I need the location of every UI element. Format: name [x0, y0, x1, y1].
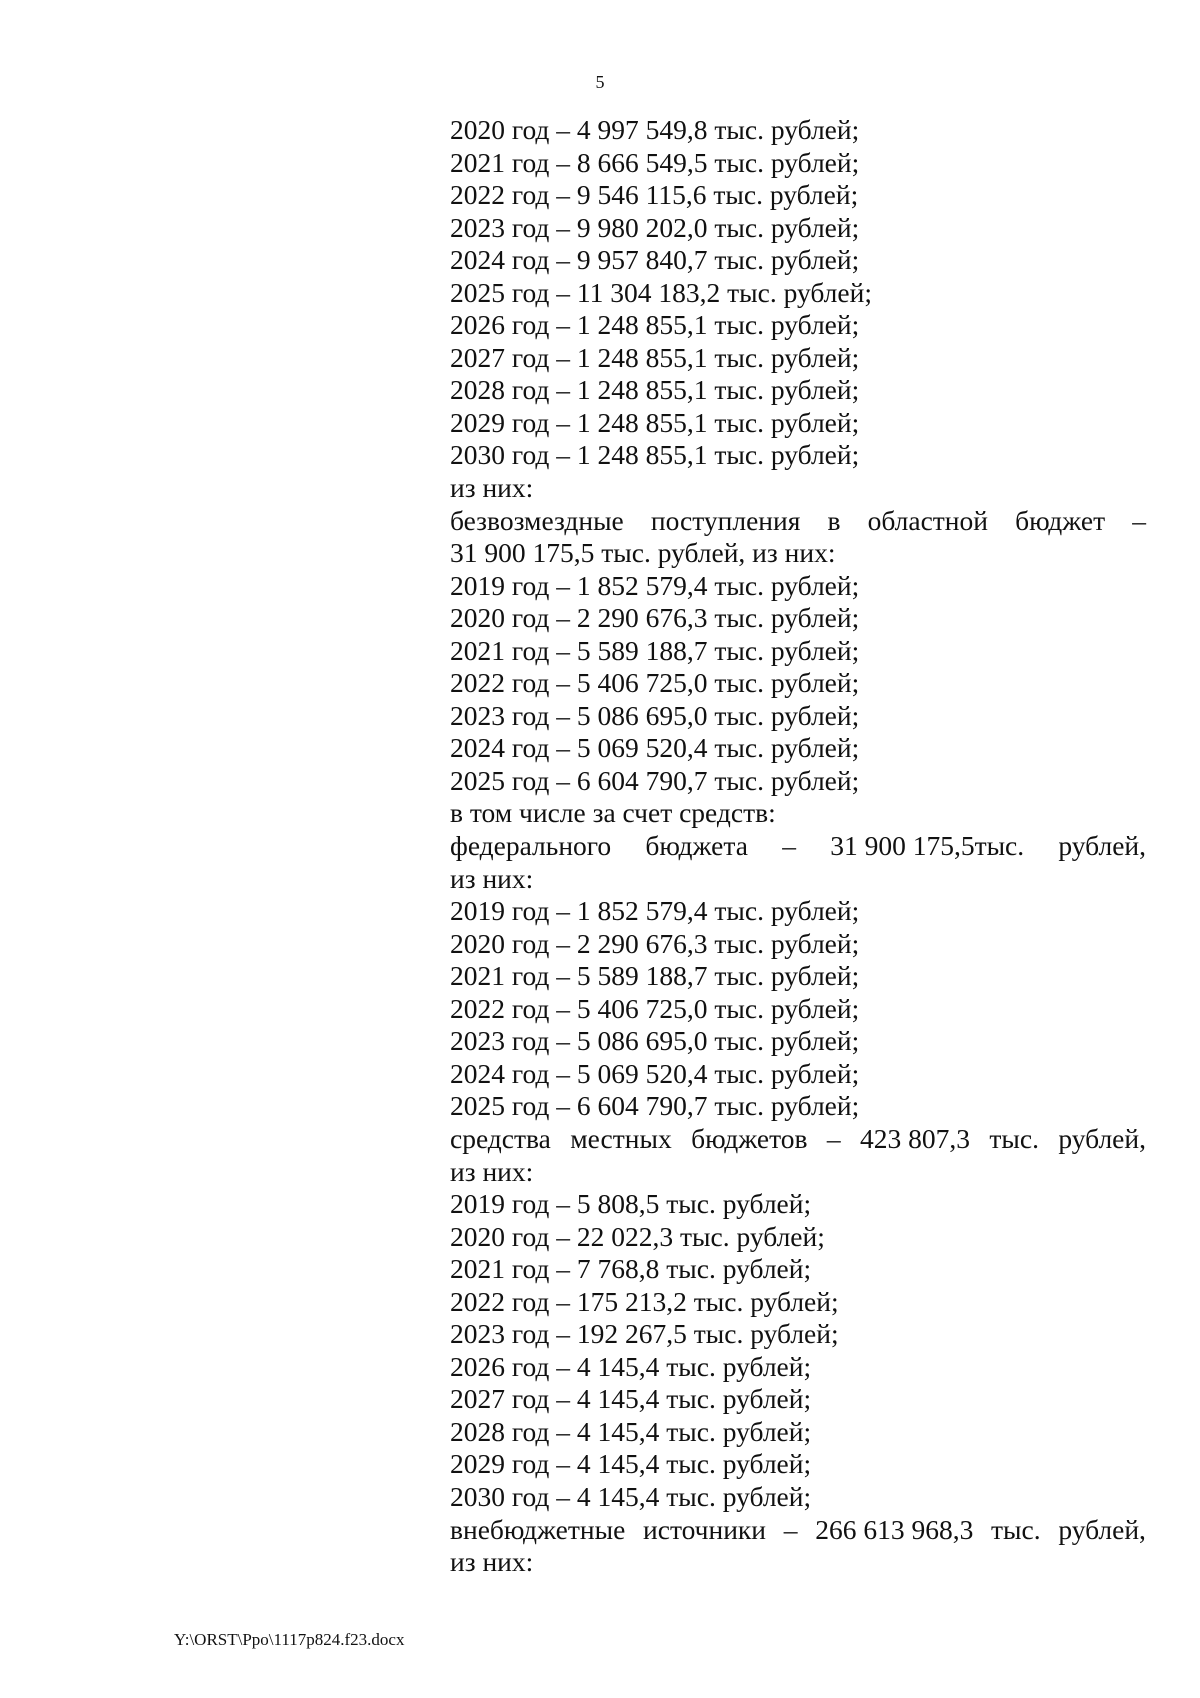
text-line: 2026 год – 1 248 855,1 тыс. рублей; — [450, 309, 860, 341]
text-line: 2025 год – 6 604 790,7 тыс. рублей; — [450, 764, 860, 796]
document-body — [450, 114, 1146, 1579]
text-line: 2019 год – 1 852 579,4 тыс. рублей; — [450, 569, 860, 601]
word: в — [827, 504, 841, 536]
word: – — [826, 1122, 841, 1154]
text-line: 2024 год – 5 069 520,4 тыс. рублей; — [450, 1057, 860, 1089]
word: безвозмездные — [450, 504, 624, 536]
text-line: 2024 год – 9 957 840,7 тыс. рублей; — [450, 244, 860, 276]
text-line: 2021 год – 8 666 549,5 тыс. рублей; — [450, 146, 860, 178]
text-line: 2021 год – 5 589 188,7 тыс. рублей; — [450, 634, 860, 666]
text-line: 2022 год – 175 213,2 тыс. рублей; — [450, 1285, 839, 1317]
word: тыс. — [989, 1122, 1039, 1154]
word: поступления — [650, 504, 801, 536]
text-line: 2020 год – 22 022,3 тыс. рублей; — [450, 1220, 825, 1252]
word: рублей, — [1058, 830, 1146, 862]
word: бюджет — [1015, 504, 1106, 536]
text-line: 2021 год – 7 768,8 тыс. рублей; — [450, 1253, 812, 1285]
text-line: 2023 год – 5 086 695,0 тыс. рублей; — [450, 1025, 860, 1057]
text-line: 2021 год – 5 589 188,7 тыс. рублей; — [450, 960, 860, 992]
text-line: 2020 год – 4 997 549,8 тыс. рублей; — [450, 114, 860, 145]
text-line: 2029 год – 4 145,4 тыс. рублей; — [450, 1448, 812, 1480]
word: бюджетов — [691, 1122, 808, 1154]
text-line: 2023 год – 5 086 695,0 тыс. рублей; — [450, 699, 860, 731]
text-line: 2023 год – 9 980 202,0 тыс. рублей; — [450, 211, 860, 243]
word: местных — [570, 1122, 672, 1154]
text-line: 31 900 175,5 тыс. рублей, из них: — [450, 537, 836, 569]
text-line: 2029 год – 1 248 855,1 тыс. рублей; — [450, 406, 860, 438]
word: внебюджетные — [450, 1513, 626, 1545]
text-line: 2020 год – 2 290 676,3 тыс. рублей; — [450, 602, 860, 634]
word: – — [783, 1513, 798, 1545]
text-line: 2026 год – 4 145,4 тыс. рублей; — [450, 1350, 812, 1382]
text-line: 2022 год – 9 546 115,6 тыс. рублей; — [450, 179, 859, 211]
text-line: 2019 год – 5 808,5 тыс. рублей; — [450, 1188, 812, 1220]
text-line: 2030 год – 4 145,4 тыс. рублей; — [450, 1480, 812, 1512]
text-line: 2025 год – 6 604 790,7 тыс. рублей; — [450, 1090, 860, 1122]
text-line: 2019 год – 1 852 579,4 тыс. рублей; — [450, 895, 860, 927]
text-line: в том числе за счет средств: — [450, 797, 776, 829]
footer-file-path: Y:\ORST\Ppo\1117p824.f23.docx — [174, 1630, 405, 1649]
text-line: 2022 год – 5 406 725,0 тыс. рублей; — [450, 667, 860, 699]
text-line: из них: — [450, 1546, 534, 1578]
text-line: из них: — [450, 862, 534, 894]
word: рублей, — [1058, 1122, 1146, 1154]
text-line: 2030 год – 1 248 855,1 тыс. рублей; — [450, 439, 860, 471]
word: 266 613 968,3 — [815, 1513, 974, 1545]
justified-text-line — [450, 1123, 1146, 1156]
word: бюджета — [645, 830, 748, 862]
text-line: из них: — [450, 472, 534, 504]
text-line: из них: — [450, 1155, 534, 1187]
word: 31 900 175,5тыс. — [830, 830, 1025, 862]
word: источники — [643, 1513, 766, 1545]
text-line: 2025 год – 11 304 183,2 тыс. рублей; — [450, 276, 872, 308]
text-line: 2022 год – 5 406 725,0 тыс. рублей; — [450, 992, 860, 1024]
word: областной — [867, 504, 988, 536]
word: средства — [450, 1122, 551, 1154]
word: федерального — [450, 830, 612, 862]
word: – — [782, 830, 796, 862]
word: тыс. — [991, 1513, 1041, 1545]
text-line: 2023 год – 192 267,5 тыс. рублей; — [450, 1318, 839, 1350]
text-line: 2027 год – 1 248 855,1 тыс. рублей; — [450, 341, 860, 373]
text-line: 2020 год – 2 290 676,3 тыс. рублей; — [450, 927, 860, 959]
text-line: 2027 год – 4 145,4 тыс. рублей; — [450, 1383, 812, 1415]
justified-text-line — [450, 1514, 1146, 1547]
text-line: 2028 год – 1 248 855,1 тыс. рублей; — [450, 374, 860, 406]
text-line: 2028 год – 4 145,4 тыс. рублей; — [450, 1415, 812, 1447]
word: рублей, — [1058, 1513, 1146, 1545]
page-number: 5 — [595, 72, 605, 92]
word: – — [1132, 504, 1146, 536]
justified-text-line — [450, 830, 1146, 863]
word: 423 807,3 — [860, 1122, 970, 1154]
justified-text-line — [450, 505, 1146, 538]
text-line: 2024 год – 5 069 520,4 тыс. рублей; — [450, 732, 860, 764]
